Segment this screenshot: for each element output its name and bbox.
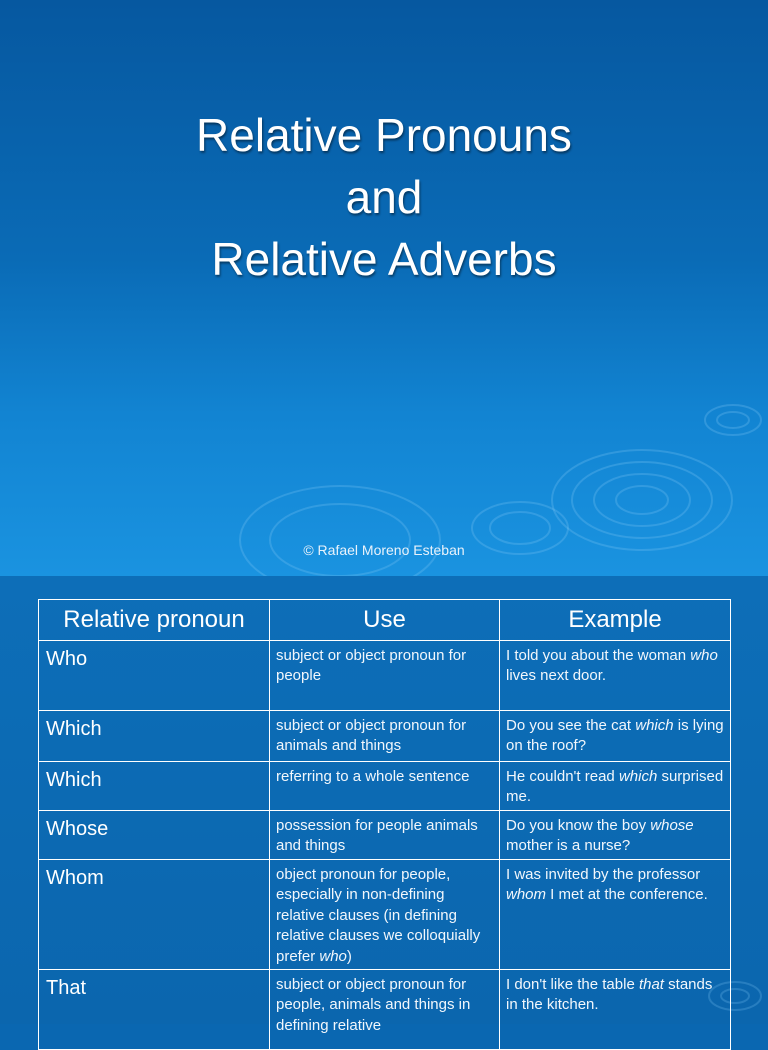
example-text: lives next door.: [506, 667, 607, 685]
pronoun-cell: Which: [39, 711, 270, 762]
relative-pronoun-table: [38, 599, 731, 1050]
example-pronoun: whom: [506, 886, 547, 904]
use-cell: referring to a whole sentence: [270, 762, 500, 811]
use-cell: possession for people animals and things: [270, 811, 500, 860]
example-text: I told you about the woman: [506, 647, 691, 664]
pronoun-cell: Which: [39, 762, 270, 811]
example-text: Do you know the boy: [506, 817, 651, 834]
example-pronoun: who: [690, 647, 718, 664]
example-text: I was invited by the professor: [506, 866, 701, 883]
header-relative-pronoun: Relative pronoun: [39, 600, 270, 641]
title-line-3: Relative Adverbs: [211, 233, 557, 285]
header-use: Use: [270, 600, 500, 641]
example-text: Do you see the cat: [506, 717, 636, 734]
example-text: I met at the conference.: [546, 886, 708, 904]
table-row: [39, 811, 731, 860]
copyright-text: © Rafael Moreno Esteban: [303, 542, 465, 558]
use-text: object pronoun for people, especially in non-defining relative clauses (in defining relative clauses we colloquially prefer: [276, 866, 481, 965]
pronoun-table-slide: [0, 576, 768, 1034]
table-row: [39, 641, 731, 711]
example-cell: [500, 641, 731, 711]
example-text: He couldn't read: [506, 768, 619, 785]
use-cell: subject or object pronoun for animals and things: [270, 711, 500, 762]
table-header-row: [39, 600, 731, 641]
table-row: [39, 762, 731, 811]
use-pronoun: who: [319, 947, 347, 965]
title-line-2: and: [345, 171, 423, 223]
example-text: is lying on the roof?: [506, 717, 724, 755]
example-text: I don't like the table: [506, 976, 639, 993]
use-cell: subject or object pronoun for people: [270, 641, 500, 711]
example-cell: [500, 762, 731, 811]
table-row: [39, 970, 731, 1050]
table-row: [39, 711, 731, 762]
pronoun-cell: Whose: [39, 811, 270, 860]
example-pronoun: which: [635, 717, 674, 734]
use-cell: subject or object pronoun for people, animals and things in defining relative: [270, 970, 500, 1050]
pronoun-cell: That: [39, 970, 270, 1050]
title-line-1: Relative Pronouns: [196, 109, 572, 161]
use-text: ): [346, 947, 352, 965]
table-row: [39, 860, 731, 970]
example-cell: [500, 811, 731, 860]
header-example: Example: [500, 600, 731, 641]
slide-title: [0, 104, 768, 290]
example-pronoun: which: [618, 768, 658, 785]
example-text: mother is a nurse?: [506, 837, 631, 855]
pronoun-cell: Who: [39, 641, 270, 711]
example-cell: [500, 711, 731, 762]
example-pronoun: that: [638, 976, 664, 993]
example-text: surprised me.: [506, 768, 724, 806]
example-text: stands in the kitchen.: [506, 976, 713, 1014]
example-pronoun: whose: [650, 817, 694, 834]
pronoun-cell: Whom: [39, 860, 270, 970]
use-cell: [270, 860, 500, 970]
example-cell: [500, 970, 731, 1050]
example-cell: [500, 860, 731, 970]
